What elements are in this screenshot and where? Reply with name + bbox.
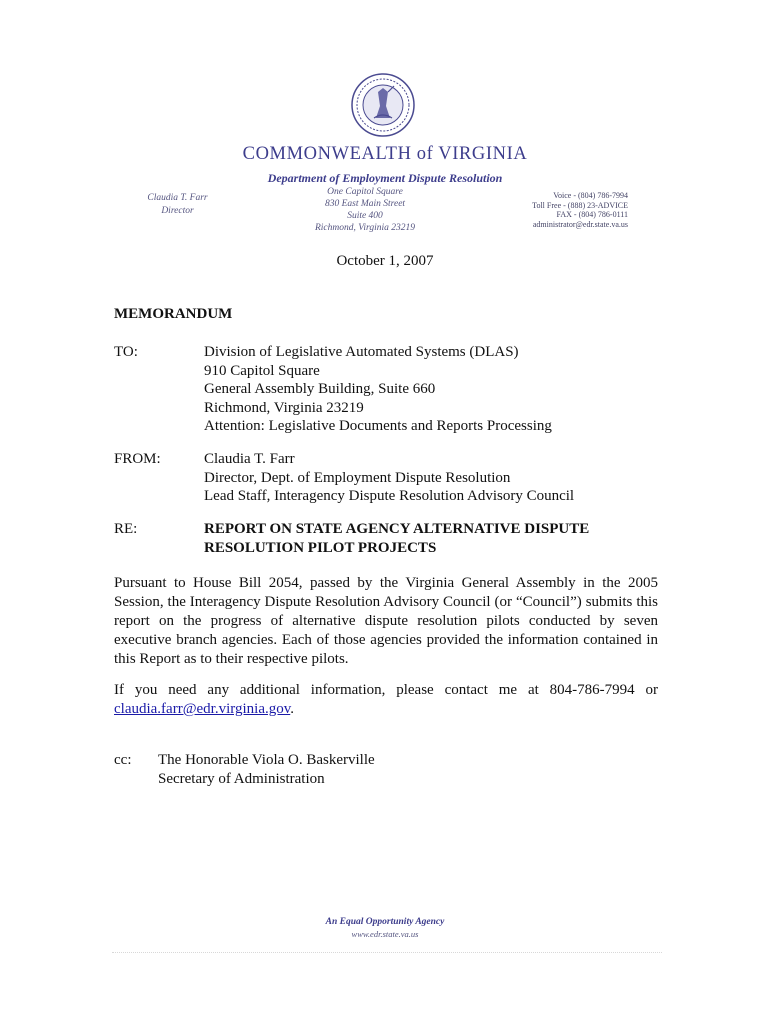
- letterhead-department: Department of Employment Dispute Resolution: [267, 171, 503, 185]
- memo-date: October 1, 2007: [336, 253, 434, 269]
- footer-divider: [112, 952, 662, 953]
- footer-agency: An Equal Opportunity Agency: [325, 917, 445, 927]
- to-recipient: [204, 343, 552, 436]
- re-line: REPORT ON STATE AGENCY ALTERNATIVE DISPUTE: [204, 521, 590, 537]
- director-name: Claudia T. Farr: [147, 193, 208, 203]
- address-line: Suite 400: [347, 211, 383, 221]
- to-line: Attention: Legislative Documents and Reports Processing: [204, 418, 552, 434]
- to-line: Division of Legislative Automated Systems (DLAS): [204, 344, 519, 360]
- email-link[interactable]: claudia.farr@edr.virginia.gov: [114, 701, 291, 717]
- cc-recipients: [158, 751, 375, 788]
- to-line: Richmond, Virginia 23219: [204, 399, 364, 416]
- address-line: One Capitol Square: [327, 187, 403, 197]
- cc-label: cc:: [114, 752, 132, 768]
- from-label: FROM:: [114, 451, 161, 467]
- address-line: 830 East Main Street: [324, 199, 406, 209]
- letterhead-title: COMMONWEALTH of VIRGINIA: [242, 144, 528, 164]
- contact-text: If you need any additional information, please contact me at 804-786-7994 or: [114, 682, 658, 698]
- cc-line: Secretary of Administration: [158, 770, 325, 787]
- letterhead-director: [130, 192, 225, 218]
- contact-fax: FAX - (804) 786-0111: [556, 210, 628, 219]
- to-label: TO:: [114, 344, 138, 360]
- contact-voice: Voice - (804) 786-7994: [553, 191, 628, 200]
- from-line: Director, Dept. of Employment Dispute Resolution: [204, 469, 511, 486]
- memo-heading: MEMORANDUM: [114, 306, 233, 322]
- contact-tollfree: Toll Free - (888) 23-ADVICE: [532, 200, 628, 210]
- contact-paragraph: [114, 681, 658, 719]
- re-line: RESOLUTION PILOT PROJECTS: [204, 539, 437, 556]
- to-line: General Assembly Building, Suite 660: [204, 381, 436, 397]
- re-label: RE:: [114, 521, 138, 537]
- re-subject: [204, 520, 589, 557]
- body-paragraph: Pursuant to House Bill 2054, passed by the Virginia General Assembly in the 2005 Session, the Interagency Dispute Resolution Advisory Council (or “Council”) submits this report on the progress of alternative dispute resolution pilots conducted by seven executive branch agencies. Each of those agencies provided the information contained in this Report as to their respective pilots.: [114, 575, 658, 667]
- contact-period: .: [290, 701, 294, 717]
- director-title: Director: [161, 206, 194, 216]
- letterhead-address: [300, 186, 430, 234]
- contact-email: administrator@edr.state.va.us: [532, 219, 628, 229]
- from-sender: [204, 450, 574, 506]
- address-line: Richmond, Virginia 23219: [314, 223, 415, 233]
- letterhead-contact: [518, 191, 628, 229]
- footer-website: www.edr.state.va.us: [351, 929, 419, 939]
- to-line: 910 Capitol Square: [204, 362, 320, 379]
- virginia-seal-icon: [350, 72, 416, 138]
- from-line: Lead Staff, Interagency Dispute Resolution Advisory Council: [204, 488, 575, 504]
- from-line: Claudia T. Farr: [204, 451, 295, 467]
- cc-line: The Honorable Viola O. Baskerville: [158, 752, 375, 768]
